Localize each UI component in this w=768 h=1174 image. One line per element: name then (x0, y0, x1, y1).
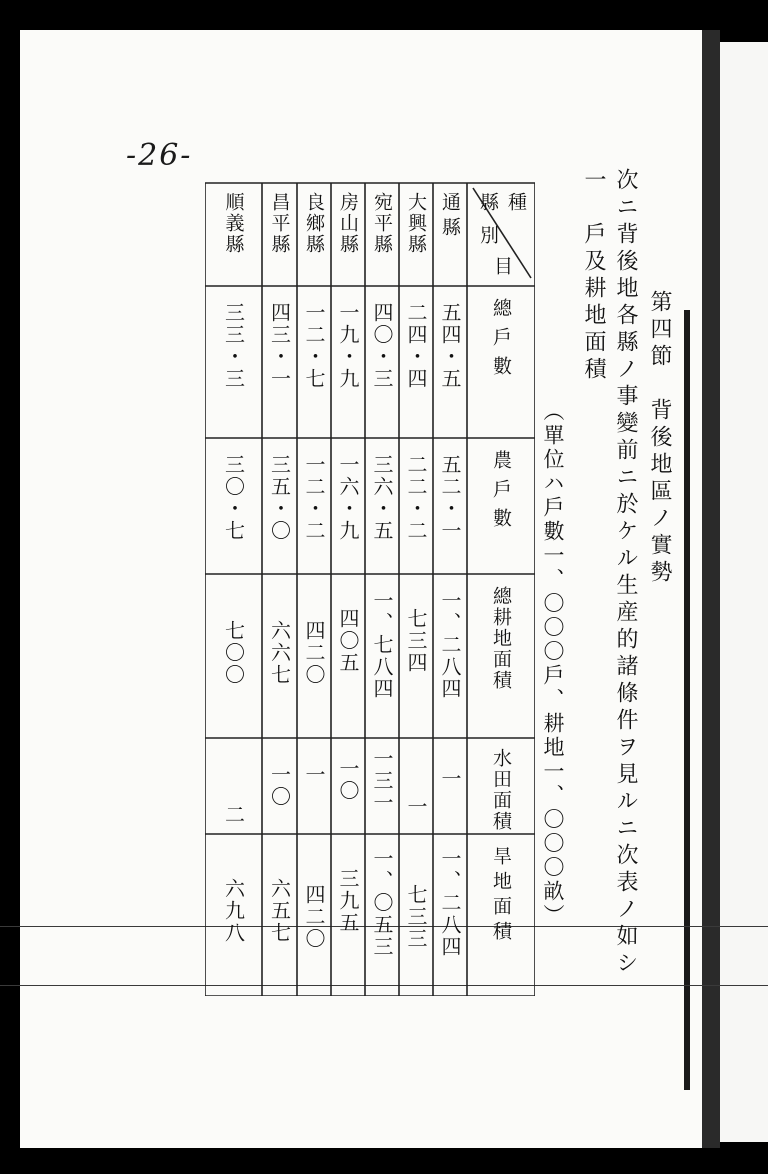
table-cell: 一九・九 (336, 302, 360, 390)
table-cell: 三〇・七 (221, 454, 246, 542)
column-header-dry-field-area: 旱地面積 (490, 846, 512, 946)
table-row (262, 178, 297, 996)
column-header-farm-households: 農戶數 (490, 450, 512, 537)
table-row (433, 178, 467, 996)
table-row (399, 178, 433, 996)
county-name: 昌平縣 (268, 192, 291, 255)
header-column (467, 178, 535, 996)
county-name: 大興縣 (405, 192, 427, 255)
county-name: 順義縣 (222, 192, 245, 255)
table-cell: 一二・七 (302, 302, 326, 390)
table-cell: 二二・二 (404, 454, 428, 542)
table-cell: 一〇 (267, 764, 292, 808)
intro-sentence: 次ニ背後地各縣ノ事變前ニ於ケル生産的諸條件ヲ見ルニ次表ノ如シ (613, 168, 638, 978)
table-cell: 七〇〇 (221, 620, 246, 686)
table-cell: 六六七 (267, 620, 292, 686)
county-name: 通縣 (439, 192, 461, 242)
table-cell: 一 (302, 764, 326, 786)
table-cell: 一〇 (336, 758, 360, 802)
page-gutter (702, 30, 720, 1148)
unit-note: （單位ハ戶數一、〇〇〇戶、耕地一、〇〇〇畝） (541, 400, 565, 928)
county-name: 良鄉縣 (303, 192, 325, 255)
column-header-total-households: 總戶數 (490, 298, 512, 385)
table-cell: 三三・三 (221, 302, 246, 390)
page-fold-shadow (684, 310, 690, 1090)
table-cell: 三九五 (336, 868, 360, 934)
section-title: 第四節 背後地區ノ實勢 (647, 290, 672, 587)
table-cell: 一、二八四 (438, 848, 462, 958)
table-cell: 六五七 (267, 878, 292, 944)
table-cell: 四二〇 (302, 620, 326, 686)
adjacent-page-edge (720, 42, 768, 1142)
table-cell: 一三一 (370, 748, 394, 814)
table-cell: 五二・一 (438, 454, 462, 542)
table-cell: 三五・〇 (267, 454, 292, 542)
column-header-total-cultivated-area: 總耕地面積 (490, 586, 512, 691)
table-cell: 二四・四 (404, 302, 428, 390)
table-cell: 四〇五 (336, 608, 360, 674)
table-row (365, 178, 399, 996)
table-cell: 五四・五 (438, 302, 462, 390)
table-row (297, 178, 331, 996)
table-cell: 七三三 (404, 884, 428, 950)
table-cell: 一、二八四 (438, 590, 462, 700)
table-cell: 一 (438, 768, 462, 790)
table-cell: 一、七八四 (370, 590, 394, 700)
header-corner-mid: 目 (491, 256, 513, 275)
table-cell: 四〇・三 (370, 302, 394, 390)
table-cell: 四三・一 (267, 302, 292, 390)
data-table (205, 178, 535, 996)
table-cell: 一二・二 (302, 454, 326, 542)
table-cell: 四二〇 (302, 884, 326, 950)
table-cell: 三六・五 (370, 454, 394, 542)
subsection-title: 一 戶及耕地面積 (581, 168, 606, 384)
table-cell: 七三四 (404, 608, 428, 674)
table-cell: 六九八 (221, 878, 246, 944)
table-cell: 二 (221, 804, 246, 826)
county-name: 房山縣 (337, 192, 359, 255)
page-number: -26- (126, 138, 193, 173)
table-cell: 一六・九 (336, 454, 360, 542)
header-corner-side: 縣別 (477, 192, 499, 258)
column-header-paddy-area: 水田面積 (490, 748, 512, 832)
county-name: 宛平縣 (371, 192, 393, 255)
table-cell: 一、〇五三 (370, 848, 394, 958)
header-corner-top: 種 (505, 192, 527, 211)
table-row (331, 178, 365, 996)
table-cell: 一 (404, 796, 428, 818)
table-row (205, 178, 262, 996)
